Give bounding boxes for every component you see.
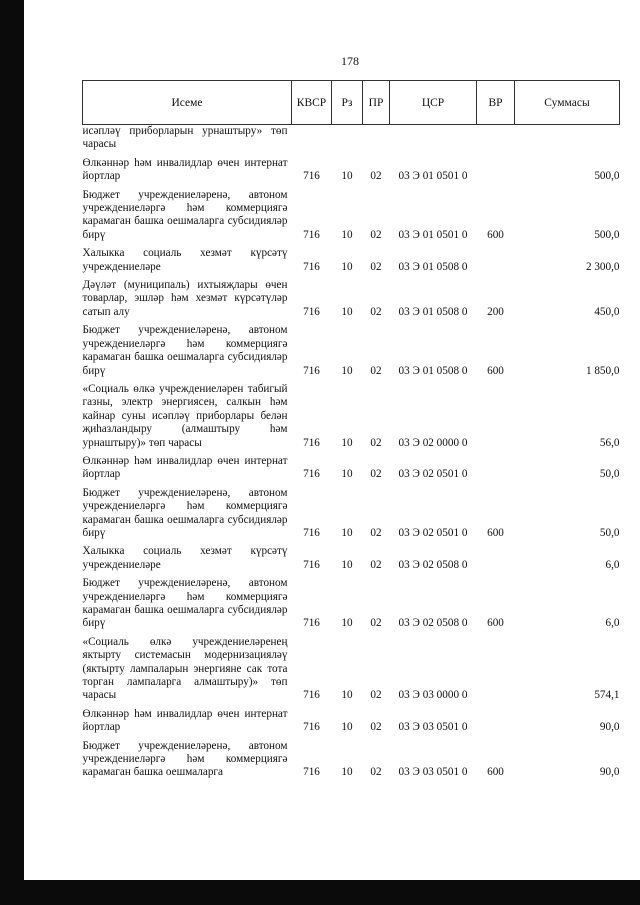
scan-left-border [0, 0, 24, 905]
row-vr [477, 152, 515, 184]
row-kvsr: 716 [303, 364, 320, 377]
row-vr [477, 450, 515, 482]
row-rz: 10 [341, 305, 353, 318]
row-csr: 03 Э 01 0501 0 [398, 228, 468, 241]
row-kvsr: 716 [303, 228, 320, 241]
row-pr: 02 [370, 721, 382, 734]
row-csr: 03 Э 02 0501 0 [398, 468, 468, 481]
row-pr: 02 [370, 617, 382, 630]
table-row [83, 572, 620, 631]
row-pr: 02 [370, 468, 382, 481]
row-pr [363, 125, 390, 152]
row-rz: 10 [341, 468, 353, 481]
row-csr: 03 Э 03 0501 0 [398, 766, 468, 779]
row-sum: 6,0 [605, 617, 620, 630]
row-sum: 50,0 [599, 468, 620, 481]
table-row [83, 184, 620, 243]
row-vr [477, 631, 515, 703]
row-sum: 1 850,0 [585, 364, 620, 377]
row-vr [477, 242, 515, 274]
header-pr: ПР [363, 81, 390, 125]
row-csr: 03 Э 02 0508 0 [398, 558, 468, 571]
header-kvsr: КВСР [292, 81, 332, 125]
row-rz: 10 [341, 721, 353, 734]
row-csr: 03 Э 02 0508 0 [398, 617, 468, 630]
row-pr: 02 [370, 364, 382, 377]
scan-bottom-border [0, 880, 640, 905]
header-csr: ЦСР [390, 81, 477, 125]
table-row [83, 274, 620, 319]
row-name: Бюджет учреждениеләренә, автоном учреждениеләргә һәм коммерциягә карамаган башка оешмаларга субсидияләр бирү [82, 324, 288, 377]
table-row [83, 735, 620, 780]
table-row [83, 319, 620, 378]
row-csr: 03 Э 03 0000 0 [398, 689, 468, 702]
row-name: Бюджет учреждениеләренә, автоном учреждениеләргә һәм коммерциягә карамаган башка оешмаларга субсидияләр бирү [82, 188, 288, 241]
row-rz: 10 [341, 558, 353, 571]
row-pr: 02 [370, 689, 382, 702]
row-name: Бюджет учреждениеләренә, автоном учреждениеләргә һәм коммерциягә карамаган башка оешмаларга субсидияләр бирү [82, 486, 288, 539]
row-csr: 03 Э 03 0501 0 [398, 721, 468, 734]
row-vr: 600 [487, 766, 504, 779]
table-row [83, 631, 620, 703]
row-vr [477, 703, 515, 735]
row-csr: 03 Э 01 0508 0 [398, 260, 468, 273]
row-rz: 10 [341, 170, 353, 183]
row-kvsr: 716 [303, 468, 320, 481]
header-vr: ВР [477, 81, 515, 125]
row-rz: 10 [341, 617, 353, 630]
row-kvsr: 716 [303, 305, 320, 318]
row-rz: 10 [341, 364, 353, 377]
row-csr: 03 Э 01 0508 0 [398, 364, 468, 377]
row-vr: 600 [487, 617, 504, 630]
row-pr: 02 [370, 526, 382, 539]
row-name: «Социаль өлкә учреждениеләрен табигый газны, электр энергиясен, салкын һәм кайнар суны исәпләү приборлары белән җиһазландыру (алмаштыру һәм урнаштыру)» төп чарасы [82, 382, 288, 449]
row-vr: 200 [487, 305, 504, 318]
row-name: Халыкка социаль хезмәт күрсәтү учреждениеләре [82, 247, 288, 273]
row-name: Өлкәннәр һәм инвалидлар өчен интернат йортлар [82, 454, 288, 481]
budget-page [82, 80, 619, 780]
header-name: Исеме [83, 81, 292, 125]
row-rz [332, 125, 363, 152]
row-csr: 03 Э 02 0000 0 [398, 436, 468, 449]
table-row [83, 242, 620, 274]
row-kvsr: 716 [303, 170, 320, 183]
row-sum: 500,0 [594, 228, 620, 241]
row-rz: 10 [341, 228, 353, 241]
row-sum [515, 125, 620, 152]
row-name: Өлкәннәр һәм инвалидлар өчен интернат йортлар [82, 707, 288, 734]
row-vr [477, 378, 515, 450]
row-vr [477, 540, 515, 572]
row-rz: 10 [341, 689, 353, 702]
row-name: Өлкәннәр һәм инвалидлар өчен интернат йортлар [82, 156, 288, 183]
row-name: Халыкка социаль хезмәт күрсәтү учреждениеләре [82, 545, 288, 571]
row-sum: 90,0 [599, 766, 620, 779]
table-body [83, 125, 620, 780]
row-sum: 90,0 [599, 721, 620, 734]
row-kvsr: 716 [303, 617, 320, 630]
row-vr: 600 [487, 526, 504, 539]
row-kvsr: 716 [303, 526, 320, 539]
page-number: 178 [341, 54, 359, 68]
budget-table [82, 80, 620, 780]
row-name: Дәүләт (муниципаль) ихтыяҗлары өчен товарлар, эшләр һәм хезмәт күрсәтүләр сатып алу [82, 279, 288, 318]
header-sum: Суммасы [515, 81, 620, 125]
row-sum: 56,0 [599, 436, 620, 449]
row-rz: 10 [341, 436, 353, 449]
row-kvsr [292, 125, 332, 152]
row-name: Бюджет учреждениеләренә, автоном учреждениеләргә һәм коммерциягә карамаган башка оешмаларга [82, 739, 288, 779]
table-row [83, 703, 620, 735]
table-header [83, 81, 620, 125]
header-rz: Рз [332, 81, 363, 125]
row-csr: 03 Э 01 0508 0 [398, 305, 468, 318]
row-kvsr: 716 [303, 558, 320, 571]
row-pr: 02 [370, 436, 382, 449]
row-pr: 02 [370, 305, 382, 318]
table-row [83, 378, 620, 450]
table-row [83, 152, 620, 184]
row-kvsr: 716 [303, 260, 320, 273]
row-name: исәпләү приборларын урнаштыру» төп чарасы [82, 125, 288, 151]
row-kvsr: 716 [303, 689, 320, 702]
row-rz: 10 [341, 766, 353, 779]
table-row [83, 540, 620, 572]
row-pr: 02 [370, 228, 382, 241]
row-vr [477, 125, 515, 152]
row-kvsr: 716 [303, 721, 320, 734]
row-vr: 600 [487, 364, 504, 377]
table-row [83, 482, 620, 541]
row-csr: 03 Э 02 0501 0 [398, 526, 468, 539]
row-csr [390, 125, 477, 152]
row-sum: 2 300,0 [585, 260, 620, 273]
row-pr: 02 [370, 170, 382, 183]
row-csr: 03 Э 01 0501 0 [398, 170, 468, 183]
row-rz: 10 [341, 260, 353, 273]
row-sum: 574,1 [594, 689, 620, 702]
row-name: Бюджет учреждениеләренә, автоном учреждениеләргә һәм коммерциягә карамаган башка оешмаларга субсидияләр бирү [82, 577, 288, 630]
table-row [83, 125, 620, 152]
row-pr: 02 [370, 766, 382, 779]
row-rz: 10 [341, 526, 353, 539]
row-kvsr: 716 [303, 766, 320, 779]
row-sum: 450,0 [594, 305, 620, 318]
row-vr: 600 [487, 228, 504, 241]
row-pr: 02 [370, 260, 382, 273]
row-name: «Социаль өлкә учреждениеләренең яктырту системасын модернизацияләү (яктырту лампаларын энергияне сак тота торган лампаларга алмаштыру)» төп чарасы [82, 635, 288, 702]
table-row [83, 450, 620, 482]
row-kvsr: 716 [303, 436, 320, 449]
row-pr: 02 [370, 558, 382, 571]
row-sum: 6,0 [605, 558, 620, 571]
row-sum: 50,0 [599, 526, 620, 539]
row-sum: 500,0 [594, 170, 620, 183]
